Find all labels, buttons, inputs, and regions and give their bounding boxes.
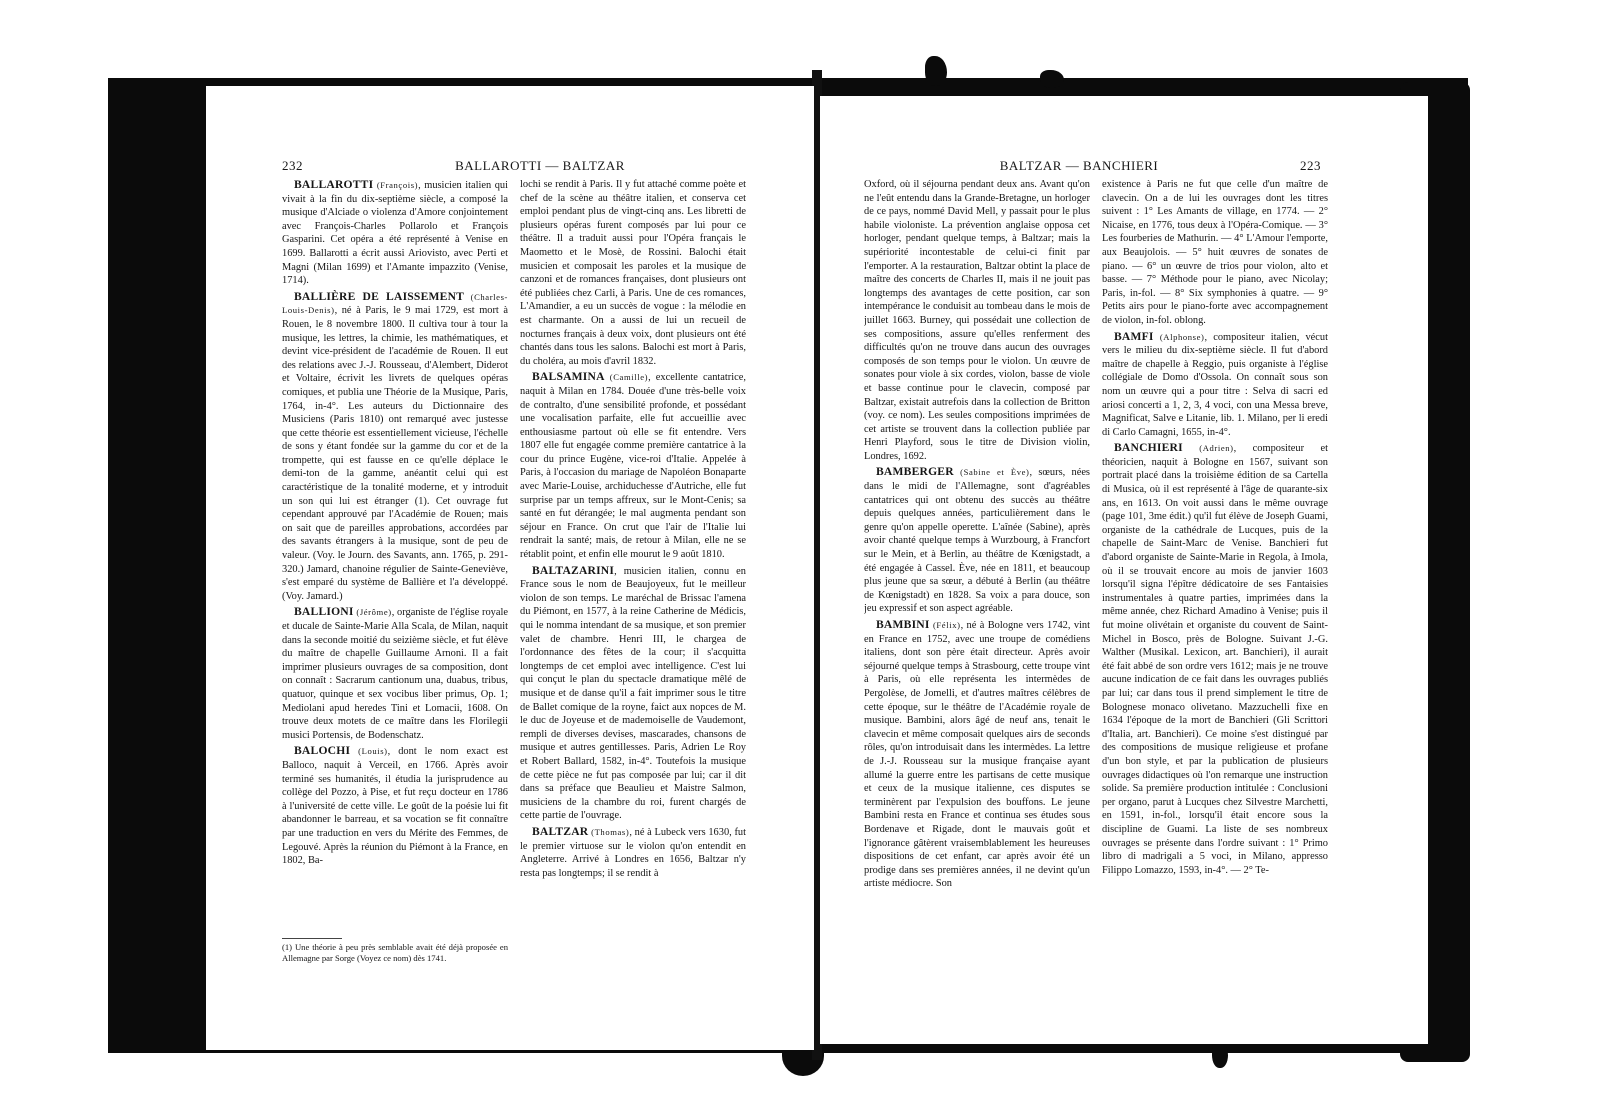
scan-ink-blot bbox=[925, 56, 947, 86]
running-head bbox=[820, 158, 1428, 178]
entry-given-name: (Adrien) bbox=[1199, 443, 1234, 454]
entry-given-name: (François) bbox=[376, 180, 419, 190]
entry-headword: BALSAMINA bbox=[532, 370, 605, 384]
dictionary-entry bbox=[1102, 441, 1328, 877]
entry-given-name: (Thomas) bbox=[591, 826, 630, 837]
dictionary-entry bbox=[1102, 330, 1328, 440]
entry-given-name: (Camille) bbox=[609, 372, 649, 383]
right-page bbox=[820, 96, 1428, 1044]
running-head bbox=[206, 158, 814, 178]
entry-given-name: (Jérôme) bbox=[356, 607, 392, 618]
dictionary-entry bbox=[520, 370, 746, 561]
entry-headword: BANCHIERI bbox=[1114, 441, 1183, 455]
dictionary-entry bbox=[864, 465, 1090, 616]
entry-headword: BALOCHI bbox=[294, 744, 351, 758]
entry-text: , excellente cantatrice, naquit à Milan en 1784. Douée d'une très-belle voix de contralto, d'une sensibilité profonde, et possédant une vocalisation parfaite, elle fut accueillie avec enthousiasme partout où elle se fit entendre. Vers 1807 elle fut engagée comme première cantatrice à la cour du prince Eugène, vice-roi d'Italie. Appelée à Paris, à l'occasion du mariage de Napoléon Bonaparte avec Marie-Louise, archiduchesse d'Autriche, elle fut surprise par un temps affreux, sur le Mont-Cenis; sa santé en fut dérangée; le mal augmenta pendant son séjour en France. On crut que l'air de l'Italie lui rendrait la santé; mais, de retour à Milan, elle ne se rétablit point, et enfin elle mourut le 9 août 1810. bbox=[520, 372, 746, 561]
entry-headword: BALTZAR bbox=[532, 824, 589, 838]
text-column-2 bbox=[520, 178, 746, 978]
running-head-title: BALTZAR — BANCHIERI bbox=[999, 158, 1159, 173]
dictionary-entry bbox=[520, 564, 746, 823]
entry-headword: BAMBERGER bbox=[876, 465, 954, 479]
dictionary-entry bbox=[282, 290, 508, 604]
entry-headword: BALLIONI bbox=[294, 605, 354, 619]
entry-headword: BALTAZARINI bbox=[532, 563, 615, 577]
entry-text: , musicien italien, connu en France sous le nom de Beaujoyeux, fut le meilleur violon de son temps. Le maréchal de Brissac l'amena du Piémont, en 1577, à la reine Catherine de Médicis, qui le nomma intendant de sa musique, et son premier valet de chambre. Henri III, le chargea de l'ordonnance des fêtes de la cour; il s'acquitta longtemps de cet emploi avec intelligence. C'est lui qui conçut le plan du spectacle dramatique mêlé de musique et de danse qu'il a fait imprimer sous le titre de Ballet comique de la royne, faict aux nopces de M. le duc de Joyeuse et de mademoiselle de Vaudemont, rempli de diverses devises, mascarades, chansons de musique et autres gentillesses. Paris, Adrien Le Roy et Robert Ballard, 1582, in-4°. Toutefois la musique de cette pièce ne fut pas composée par lui; car il dit dans sa préface que Beaulieu et Maistre Salmon, musiciens de la chambre du roi, furent chargés de cette partie de l'ouvrage. bbox=[520, 565, 746, 822]
entry-text: existence à Paris ne fut que celle d'un maître de clavecin. On a de lui les ouvrages dont les titres suivent : 1° Les Amants de village, en 1774. — 2° Nicaise, en 1776, tous deux à l'Opéra-Comique. — 3° Les fourberies de Mathurin. — 4° L'Amour l'emporte, aux Beaujolois. — 5° huit œuvres de sonates de piano. — 6° un œuvre de trios pour violon, alto et basse. — 7° Méthode pour le piano, avec Nicolay; Paris, in-fol. — 8° Six symphonies à quatre. — 9° Petits airs pour le piano-forte avec accompagnement de violon, in-fol. oblong. bbox=[1102, 179, 1328, 326]
footnote: (1) Une théorie à peu près semblable avait été déjà proposée en Allemagne par Sorge (Voyez ce nom) dès 1741. bbox=[282, 942, 508, 963]
text-column-2 bbox=[1102, 178, 1328, 998]
entry-given-name: (Félix) bbox=[932, 620, 961, 630]
entry-given-name: (Sabine et Ève) bbox=[960, 467, 1030, 478]
entry-headword: BALLIÈRE DE LAISSEMENT bbox=[294, 289, 465, 303]
dictionary-entry bbox=[282, 605, 508, 742]
entry-headword: BAMFI bbox=[1114, 329, 1154, 343]
entry-text: , compositeur et théoricien, naquit à Bologne en 1567, suivant son portrait placé dans la troisième édition de sa Cartella di Musica, où il est représenté à l'âge de quarante-six ans, en 1613. On voit aussi dans le même ouvrage (page 101, 3me édit.) qu'il fut élève de Joseph Guami, organiste de la cathédrale de Lucques, puis de la chapelle de Saint-Marc de Venise. Banchieri fut d'abord organiste de Sainte-Marie in Regola, à Imola, où il se trouvait encore au mois de janvier 1603 lorsqu'il signa l'épître dédicatoire de ses Fantaisies instrumentales à quatre parties, imprimées dans la même année, chez Richard Amadino à Venise; puis il fut moine olivétain et organiste du couvent de Saint-Michel in Bosco, près de Bologne. Suivant J.-G. Walther (Musikal. Lexicon, art. Banchieri), il aurait été fait abbé de son ordre vers 1612; mais je ne trouve aucune indication de ce fait dans les ouvrages publiés par lui; car dans tous il prend simplement le titre de Bolognese monaco olivetano. Mazzuchelli fixe en 1634 l'époque de la mort de Banchieri (Gli Scrittori d'Italia, art. Banchieri). Ce moine s'est distingué par des compositions de musique religieuse et profane d'un bon style, et par la publication de plusieurs ouvrages didactiques où l'on remarque une instruction solide. Sa première production intitulée : Conclusioni per organo, parut à Lucques chez Silvestre Marchetti, en 1591, in-fol., lorsqu'il était encore sous la discipline de Guami. La liste de ses nombreux ouvrages se présente dans l'ordre suivant : 1° Primo libro di madrigali a 5 voci, in Milano, appresso Filippo Lomazzo, 1593, in-4°. — 2° Te- bbox=[1102, 443, 1328, 876]
entry-headword: BALLAROTTI bbox=[294, 178, 374, 191]
text-column-1 bbox=[282, 178, 508, 930]
entry-given-name: (Charles-Louis-Denis) bbox=[282, 291, 508, 316]
dictionary-entry bbox=[864, 178, 1090, 463]
entry-text: , né à Paris, le 9 mai 1729, est mort à Rouen, le 8 novembre 1800. Il cultiva tour à tour la musique, les lettres, la chimie, les mathématiques, et devint vice-président de l'académie de Rouen. Il eut des relations avec J.-J. Rousseau, d'Alembert, Diderot et Voltaire, écrivit les livrets de quelques opéras comiques, et publia une Théorie de la Musique, Paris, 1764, in-4°. Les auteurs du Dictionnaire des Musiciens (Paris 1810) ont remarqué avec justesse que cette théorie est essentiellement vicieuse, l'échelle de sons y étant fondée sur la gamme du cor et de la trompette, qui est fausse en ce qu'elle déplace le demi-ton de la gamme, anéantit celui qui est caractéristique de la tonalité moderne, et y introduit un son qui lui est étranger (1). Cet ouvrage fut cependant approuvé par l'Académie de Rouen; mais on sait que de pareilles approbations, accordées par des savants étrangers à la musique, sont de peu de valeur. (Voy. le Journ. des Savants, ann. 1765, p. 291-320.) Jamard, chanoine régulier de Sainte-Geneviève, s'est emparé du système de Ballière et l'a développé. (Voy. Jamard.) bbox=[282, 305, 508, 602]
entry-text: Oxford, où il séjourna pendant deux ans. Avant qu'on ne l'eût entendu dans la Grande-Bretagne, un horloger de ce pays, nommé David Mell, y passait pour le plus habile violoniste. La prévention anglaise opposa cet horloger, pendant quelque temps, à Baltzar; mais la supériorité incontestable de celui-ci finit par l'emporter. A la restauration, Baltzar obtint la place de maître des concerts de Charles II, mais il ne jouit pas longtemps des avantages de cette position, car son intempérance le conduisit au tombeau dans le mois de juillet 1663. Burney, qui possédait une collection de ses compositions, assure qu'elles renferment des difficultés qu'on ne trouve dans aucun des ouvrages composés de son temps pour le violon. Un œuvre de sonates pour viole à six cordes, violon, basse de viole et basse continue pour le clavecin, composé par Baltzar, existait autrefois dans la collection de Britton (voy. ce nom). Les seules compositions imprimées de cet artiste se trouvent dans la collection publiée par Henri Playford, sous le titre de Division violin, Londres, 1692. bbox=[864, 179, 1090, 462]
entry-given-name: (Alphonse) bbox=[1159, 331, 1205, 342]
dictionary-entry bbox=[282, 178, 508, 288]
footnote-rule bbox=[282, 938, 342, 939]
scan-ink-blot bbox=[1212, 1040, 1228, 1068]
dictionary-entry bbox=[864, 618, 1090, 891]
dictionary-entry bbox=[282, 744, 508, 867]
entry-text: , né à Bologne vers 1742, vint en France en 1752, avec une troupe de comédiens italiens, dont son père était directeur. Après avoir séjourné quelque temps à Strasbourg, cette troupe vint à Paris, où elle représenta les intermèdes de Pergolèse, de Jomelli, et d'autres maîtres célèbres de cette époque, sur le théâtre de l'Académie royale de musique. Bambini, alors âgé de neuf ans, tenait le clavecin et même composait quelques airs de seconds rôles, qu'on introduisait dans les intermèdes. La lettre de J.-J. Rousseau sur la musique française ayant allumé la guerre entre les partisans de cette musique et ceux de la musique italienne, ces disputes se terminèrent par l'expulsion des bouffons. Le jeune Bambini resta en France et continua ses études sous Bordenave et Rigade, dont le mauvais goût et l'ignorance gâtèrent vraisemblablement les heureuses dispositions de cet enfant, car après avoir été un prodige dans ses premières années, il ne devint qu'un artiste médiocre. Son bbox=[864, 620, 1090, 890]
entry-text: , né à Lubeck vers 1630, fut le premier virtuose sur le violon qu'on entendit en Angleterre. Arrivé à Londres en 1656, Baltzar n'y resta pas longtemps; il se rendit à bbox=[520, 826, 746, 879]
page-number: 223 bbox=[1300, 158, 1321, 173]
entry-text: lochi se rendit à Paris. Il y fut attaché comme poète et chef de la scène au théâtre italien, et conserva cet emploi pendant plus de vingt-cinq ans. Les libretti de plusieurs opéras furent composés par lui pour ce théâtre. Il a traduit aussi pour l'Opéra français le Maometto et le Mosè, de Rossini. Balochi était musicien et composait les paroles et la musique de canzoni et de romances françaises, dont plusieurs ont été publiées chez Carli, à Paris. Une de ces romances, L'Amandier, a eu un succès de vogue : la mélodie en est charmante. On a aussi de lui un recueil de nocturnes français à deux voix, dont plusieurs ont été chantés dans tous les salons. Balochi est mort à Paris, du choléra, au mois d'avril 1832. bbox=[520, 179, 746, 367]
dictionary-entry bbox=[520, 178, 746, 368]
entry-text: , dont le nom exact est Balloco, naquit à Verceil, en 1766. Après avoir terminé ses humanités, il étudia la jurisprudence au collège del Pozzo, à Pise, et fut reçu docteur en 1786 à l'université de cette ville. Le goût de la poésie lui fit abandonner le barreau, et sa vocation se fit connaître par une traduction en vers du Mérite des Femmes, de Legouvé. Après la réunion du Piémont à la France, en 1802, Ba- bbox=[282, 746, 508, 867]
running-head-title: BALLAROTTI — BALTZAR bbox=[455, 158, 625, 173]
dictionary-entry bbox=[520, 825, 746, 880]
dictionary-entry bbox=[1102, 178, 1328, 328]
left-page bbox=[206, 86, 814, 1050]
entry-text: , musicien italien qui vivait à la fin du dix-septième siècle, a composé la musique d'Alciade o violenza d'Amore conjointement avec François-Charles Pollarolo et François Gasparini. Cet opéra a été représenté à Venise en 1699. Ballarotti a écrit aussi Ariovisto, avec Perti et Magni (Milan 1699) et l'Amante impazzito (Venise, 1714). bbox=[282, 180, 508, 287]
entry-given-name: (Louis) bbox=[358, 746, 388, 757]
page-number: 232 bbox=[282, 158, 303, 173]
text-column-1 bbox=[864, 178, 1090, 998]
entry-text: , compositeur italien, vécut vers le milieu du dix-septième siècle. Il fut d'abord maître de chapelle à Reggio, puis organiste à l'église collégiale de Domo d'Ossola. On connaît sous son nom un œuvre qui a pour titre : Selva di sacri ed ariosi concerti a 1, 2, 3, 4 voci, con una Messa breve, Magnificat, Salve e Litanie, lib. 1. Milano, per li eredi di Carlo Camagni, 1655, in-4°. bbox=[1102, 331, 1328, 438]
entry-text: , sœurs, nées dans le midi de l'Allemagne, sont d'agréables cantatrices qui ont obtenu des succès au théâtre depuis quelques années, particulièrement dans le genre qu'on appelle operette. L'aînée (Sabine), après avoir chanté quelque temps à Wurzbourg, à Francfort sur le Mein, et à Berlin, au théâtre de Kœnigstadt, a été engagée à Cassel. Ève, née en 1811, et beaucoup plus jeune que sa sœur, a débuté à Berlin (au théâtre de Kœnigstadt) en 1828. Sa voix a para douce, son jeu expressif et son aspect agréable. bbox=[864, 467, 1090, 615]
scan-ink-blot bbox=[1040, 70, 1064, 88]
entry-headword: BAMBINI bbox=[876, 618, 930, 631]
entry-text: , organiste de l'église royale et ducale de Sainte-Marie Alla Scala, de Milan, naquit dans la seconde moitié du seizième siècle, et fut élève du maître de chapelle Guillaume Arnoni. Il a fait imprimer plusieurs ouvrages de sa composition, dont on connaît : Sacrarum cantionum una, duabus, tribus, quatuor, quinque et sex vocibus liber primus, Op. 1; Mediolani apud heredes Tini et Lomacii, 1608. On trouve deux motets de ce maître dans les Florilegii musici Portensis, de Bodenschatz. bbox=[282, 607, 508, 741]
